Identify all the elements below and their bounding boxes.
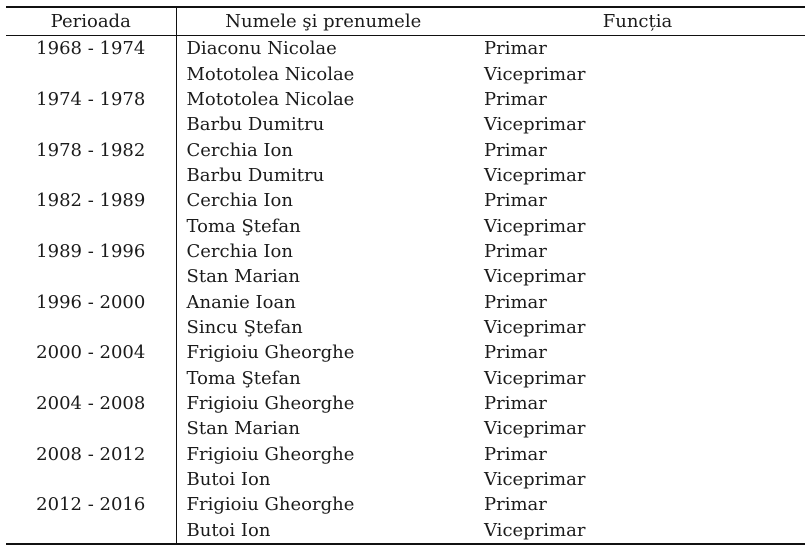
name-cell: Diaconu Nicolae bbox=[186, 38, 337, 60]
name-cell: Barbu Dumitru bbox=[186, 164, 325, 186]
table-row bbox=[6, 442, 805, 467]
function-cell: Viceprimar bbox=[484, 114, 586, 136]
table-row bbox=[6, 36, 805, 62]
table-row bbox=[6, 365, 805, 390]
period-cell: 1978 - 1982 bbox=[6, 137, 176, 162]
table-row bbox=[6, 518, 805, 544]
function-cell: Primar bbox=[484, 240, 547, 262]
period-cell bbox=[6, 163, 176, 188]
function-cell: Viceprimar bbox=[484, 418, 586, 440]
table-row bbox=[6, 61, 805, 86]
table-row bbox=[6, 289, 805, 314]
period-cell: 1996 - 2000 bbox=[6, 289, 176, 314]
header-name: Numele şi prenumele bbox=[176, 7, 470, 36]
period-cell: 2004 - 2008 bbox=[6, 391, 176, 416]
name-cell: Stan Marian bbox=[186, 418, 300, 440]
period-cell bbox=[6, 213, 176, 238]
function-cell: Primar bbox=[484, 392, 547, 414]
header-period: Perioada bbox=[6, 7, 176, 36]
table-row bbox=[6, 213, 805, 238]
function-cell: Primar bbox=[484, 190, 547, 212]
header-row bbox=[6, 7, 805, 36]
function-cell: Viceprimar bbox=[484, 316, 586, 338]
function-cell: Primar bbox=[484, 342, 547, 364]
table-row bbox=[6, 188, 805, 213]
name-cell: Mototolea Nicolae bbox=[186, 63, 355, 85]
table-body bbox=[6, 36, 805, 544]
header-function: Funcția bbox=[470, 7, 805, 36]
period-cell bbox=[6, 61, 176, 86]
period-cell: 2008 - 2012 bbox=[6, 442, 176, 467]
period-cell bbox=[6, 264, 176, 289]
period-cell bbox=[6, 112, 176, 137]
name-cell: Mototolea Nicolae bbox=[186, 88, 355, 110]
table-row bbox=[6, 340, 805, 365]
period-cell: 1974 - 1978 bbox=[6, 87, 176, 112]
function-cell: Viceprimar bbox=[484, 367, 586, 389]
name-cell: Ananie Ioan bbox=[186, 291, 296, 313]
table-row bbox=[6, 264, 805, 289]
name-cell: Butoi Ion bbox=[186, 469, 271, 491]
function-cell: Primar bbox=[484, 291, 547, 313]
table-row bbox=[6, 137, 805, 162]
period-cell: 1968 - 1974 bbox=[6, 36, 176, 62]
name-cell: Toma Ştefan bbox=[186, 215, 301, 237]
function-cell: Primar bbox=[484, 38, 547, 60]
name-cell: Cerchia Ion bbox=[186, 139, 293, 161]
name-cell: Barbu Dumitru bbox=[186, 114, 325, 136]
table-row bbox=[6, 112, 805, 137]
mayors-table bbox=[6, 6, 805, 545]
function-cell: Primar bbox=[484, 494, 547, 516]
table-row bbox=[6, 87, 805, 112]
function-cell: Viceprimar bbox=[484, 266, 586, 288]
name-cell: Frigioiu Gheorghe bbox=[186, 494, 355, 516]
function-cell: Primar bbox=[484, 443, 547, 465]
period-cell bbox=[6, 365, 176, 390]
period-cell bbox=[6, 416, 176, 441]
function-cell: Viceprimar bbox=[484, 469, 586, 491]
period-cell bbox=[6, 315, 176, 340]
name-cell: Stan Marian bbox=[186, 266, 300, 288]
period-cell: 2000 - 2004 bbox=[6, 340, 176, 365]
name-cell: Toma Ştefan bbox=[186, 367, 301, 389]
function-cell: Viceprimar bbox=[484, 164, 586, 186]
function-cell: Viceprimar bbox=[484, 215, 586, 237]
period-cell: 1989 - 1996 bbox=[6, 239, 176, 264]
function-cell: Viceprimar bbox=[484, 519, 586, 541]
table-row bbox=[6, 467, 805, 492]
function-cell: Primar bbox=[484, 88, 547, 110]
period-cell: 1982 - 1989 bbox=[6, 188, 176, 213]
table-row bbox=[6, 492, 805, 517]
name-cell: Frigioiu Gheorghe bbox=[186, 342, 355, 364]
table-row bbox=[6, 163, 805, 188]
name-cell: Sincu Ştefan bbox=[186, 316, 303, 338]
table-row bbox=[6, 239, 805, 264]
period-cell bbox=[6, 467, 176, 492]
function-cell: Primar bbox=[484, 139, 547, 161]
table-row bbox=[6, 391, 805, 416]
name-cell: Cerchia Ion bbox=[186, 190, 293, 212]
name-cell: Butoi Ion bbox=[186, 519, 271, 541]
table-row bbox=[6, 416, 805, 441]
name-cell: Frigioiu Gheorghe bbox=[186, 443, 355, 465]
function-cell: Viceprimar bbox=[484, 63, 586, 85]
period-cell bbox=[6, 518, 176, 544]
name-cell: Cerchia Ion bbox=[186, 240, 293, 262]
period-cell: 2012 - 2016 bbox=[6, 492, 176, 517]
table-header bbox=[6, 7, 805, 36]
table-row bbox=[6, 315, 805, 340]
name-cell: Frigioiu Gheorghe bbox=[186, 392, 355, 414]
